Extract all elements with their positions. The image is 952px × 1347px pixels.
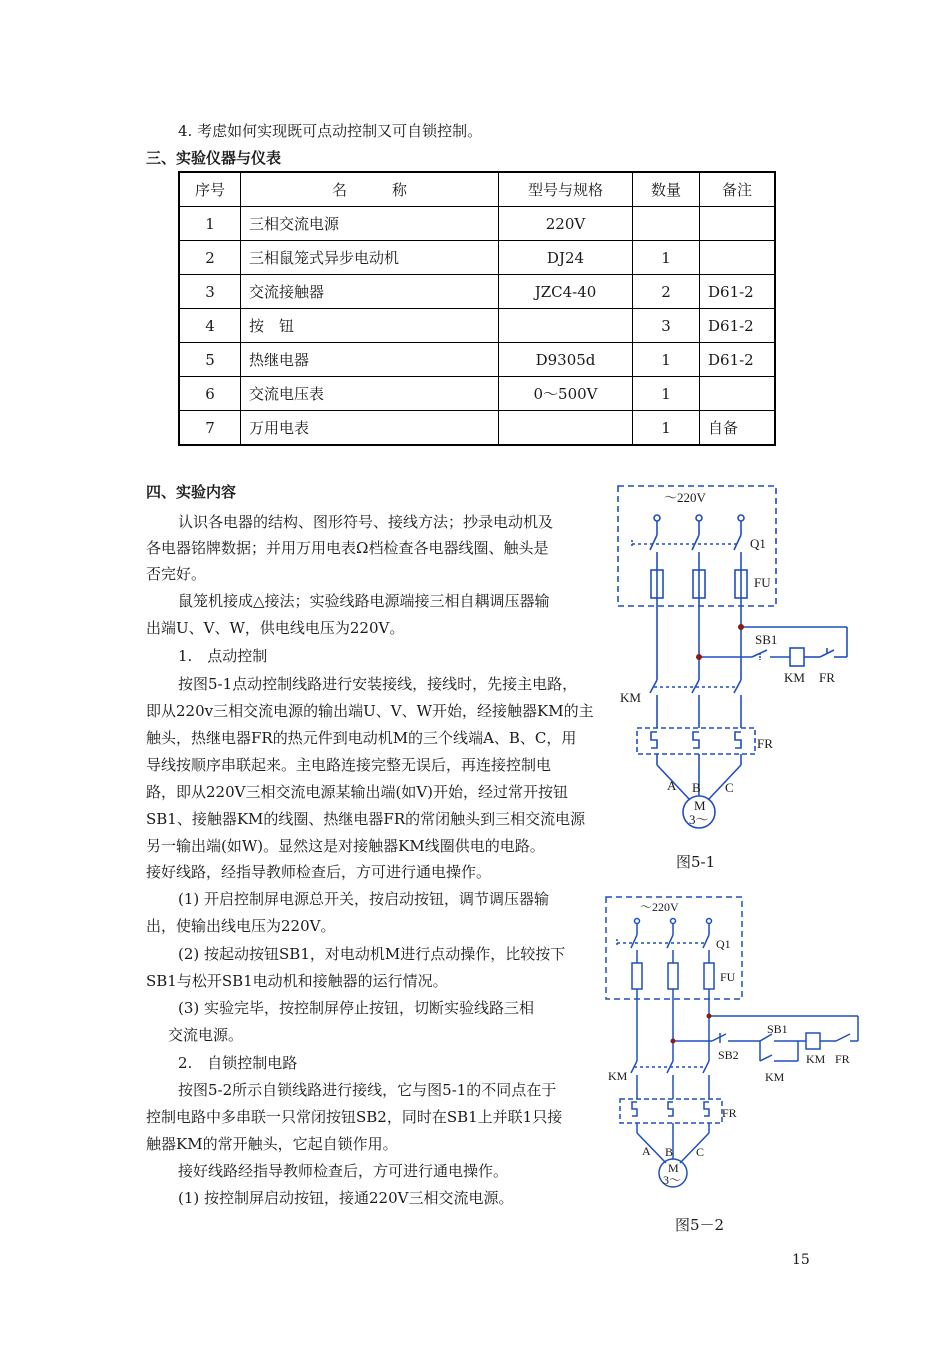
figure-5-2-caption: 图5－2 <box>675 1216 725 1234</box>
cell-remark: D61-2 <box>700 309 776 343</box>
fig1-supply-label: ～220V <box>664 490 706 505</box>
fig2-terminal-a: A <box>642 1144 651 1158</box>
fig1-fr-contact-label: FR <box>819 670 835 685</box>
body-line: 路，即从220V三相交流电源某输出端(如V)开始，经过常开按钮 <box>146 783 569 801</box>
table-row <box>179 207 775 241</box>
header-model: 型号与规格 <box>499 172 633 207</box>
cell-model: D9305d <box>499 343 633 377</box>
cell-name: 三相交流电源 <box>241 207 499 241</box>
table-row <box>179 275 775 309</box>
cell-quantity: 1 <box>633 343 700 377</box>
body-line: 交流电源。 <box>168 1026 244 1044</box>
body-line: 触器KM的常开触头，它起自锁作用。 <box>146 1135 398 1153</box>
body-line: (3) 实验完毕，按控制屏停止按钮，切断实验线路三相 <box>178 999 535 1017</box>
fig1-motor-phase: 3～ <box>689 812 709 827</box>
cell-model <box>499 411 633 446</box>
body-line: 否完好。 <box>146 565 207 583</box>
intro-line: 4. 考虑如何实现既可点动控制又可自锁控制。 <box>178 122 483 140</box>
fig1-terminal-a: A <box>667 778 677 793</box>
cell-name: 三相鼠笼式异步电动机 <box>241 241 499 275</box>
cell-remark <box>700 207 776 241</box>
cell-model: 0～500V <box>499 377 633 411</box>
fig2-km-coil-label: KM <box>806 1052 826 1066</box>
section-heading-equipment: 三、实验仪器与仪表 <box>146 149 282 167</box>
cell-model <box>499 309 633 343</box>
fig1-terminal-b: B <box>692 780 701 795</box>
cell-index: 4 <box>179 309 241 343</box>
body-line: 按图5-1点动控制线路进行安装接线，接线时，先接主电路， <box>178 675 578 693</box>
fig1-q1-label: Q1 <box>750 536 766 551</box>
fig2-km-hold-label: KM <box>765 1070 785 1084</box>
header-remark: 备注 <box>700 172 776 207</box>
section-heading-content: 四、实验内容 <box>146 483 237 501</box>
table-row <box>179 309 775 343</box>
body-line: 各电器铭牌数据；并用万用电表Ω档检查各电器线圈、触头是 <box>146 539 549 557</box>
cell-remark: 自备 <box>700 411 776 446</box>
cell-model: DJ24 <box>499 241 633 275</box>
table-row <box>179 241 775 275</box>
header-name: 名 称 <box>241 172 499 207</box>
body-line: (1) 按控制屏启动按钮，接通220V三相交流电源。 <box>178 1189 514 1207</box>
cell-name: 万用电表 <box>241 411 499 446</box>
body-line: 出，使输出线电压为220V。 <box>146 917 336 935</box>
fig2-motor-label: M <box>668 1161 679 1175</box>
body-line: 触头，热继电器FR的热元件到电动机M的三个线端A、B、C，用 <box>146 729 577 747</box>
fig2-fr-main-label: FR <box>722 1106 737 1120</box>
cell-remark <box>700 377 776 411</box>
fig1-fu-label: FU <box>754 575 771 590</box>
subsection-heading-self-lock: 2. 自锁控制电路 <box>178 1054 298 1072</box>
cell-remark: D61-2 <box>700 343 776 377</box>
cell-name: 交流电压表 <box>241 377 499 411</box>
cell-name: 热继电器 <box>241 343 499 377</box>
table-header-row <box>179 172 775 207</box>
page-number: 15 <box>792 1252 810 1268</box>
body-line: (1) 开启控制屏电源总开关，按启动按钮，调节调压器输 <box>178 890 550 908</box>
subsection-heading-jog: 1. 点动控制 <box>178 647 268 665</box>
body-line: (2) 按起动按钮SB1，对电动机M进行点动操作，比较按下 <box>178 945 566 963</box>
fig1-km-coil-label: KM <box>784 670 805 685</box>
cell-name: 交流接触器 <box>241 275 499 309</box>
figure-5-1-circuit <box>612 480 862 830</box>
cell-index: 3 <box>179 275 241 309</box>
body-line: 出端U、V、W，供电线电压为220V。 <box>146 619 405 637</box>
cell-quantity <box>633 207 700 241</box>
cell-index: 5 <box>179 343 241 377</box>
fig2-q1-label: Q1 <box>716 937 731 951</box>
fig2-km-main-label: KM <box>608 1069 628 1083</box>
body-line: 鼠笼机接成△接法；实验线路电源端接三相自耦调压器输 <box>178 592 550 610</box>
header-quantity: 数量 <box>633 172 700 207</box>
body-line: 另一输出端(如W)。显然这是对接触器KM线圈供电的电路。 <box>146 837 545 855</box>
cell-quantity: 3 <box>633 309 700 343</box>
table-row <box>179 343 775 377</box>
cell-quantity: 2 <box>633 275 700 309</box>
body-line: SB1、接触器KM的线圈、热继电器FR的常闭触头到三相交流电源 <box>146 810 586 828</box>
cell-index: 1 <box>179 207 241 241</box>
figure-5-2-circuit <box>600 893 865 1198</box>
body-line: 导线按顺序串联起来。主电路连接完整无误后，再连接控制电 <box>146 756 552 774</box>
body-line: 控制电路中多串联一只常闭按钮SB2，同时在SB1上并联1只接 <box>146 1108 563 1126</box>
body-line: 按图5-2所示自锁线路进行接线，它与图5-1的不同点在于 <box>178 1081 557 1099</box>
cell-remark: D61-2 <box>700 275 776 309</box>
fig1-sb1-label: SB1 <box>755 632 778 647</box>
table-row <box>179 377 775 411</box>
fig2-motor-phase: 3～ <box>663 1173 682 1187</box>
table-row <box>179 411 775 446</box>
fig2-supply-label: ～220V <box>640 900 679 914</box>
cell-index: 2 <box>179 241 241 275</box>
body-line: SB1与松开SB1电动机和接触器的运行情况。 <box>146 972 448 990</box>
cell-model: 220V <box>499 207 633 241</box>
fig1-motor-label: M <box>694 798 706 813</box>
body-line: 认识各电器的结构、图形符号、接线方法；抄录电动机及 <box>178 513 554 531</box>
body-line: 接好线路，经指导教师检查后，方可进行通电操作。 <box>146 863 492 881</box>
body-line: 即从220v三相交流电源的输出端U、V、W开始，经接触器KM的主 <box>146 702 594 720</box>
fig1-terminal-c: C <box>725 780 734 795</box>
equipment-table <box>178 171 776 446</box>
cell-quantity: 1 <box>633 411 700 446</box>
cell-quantity: 1 <box>633 377 700 411</box>
cell-name: 按 钮 <box>241 309 499 343</box>
body-line: 接好线路经指导教师检查后，方可进行通电操作。 <box>178 1162 509 1180</box>
cell-index: 6 <box>179 377 241 411</box>
fig2-terminal-b: B <box>665 1145 674 1159</box>
fig2-sb2-label: SB2 <box>718 1048 739 1062</box>
cell-model: JZC4-40 <box>499 275 633 309</box>
figure-5-1-caption: 图5-1 <box>676 853 716 871</box>
fig2-sb1-label: SB1 <box>767 1022 788 1036</box>
header-index: 序号 <box>179 172 241 207</box>
fig2-fr-contact-label: FR <box>835 1052 850 1066</box>
cell-index: 7 <box>179 411 241 446</box>
fig2-fu-label: FU <box>720 970 736 984</box>
cell-remark <box>700 241 776 275</box>
fig1-km-main-label: KM <box>620 690 641 705</box>
fig2-terminal-c: C <box>696 1145 705 1159</box>
cell-quantity: 1 <box>633 241 700 275</box>
fig1-fr-main-label: FR <box>757 736 773 751</box>
